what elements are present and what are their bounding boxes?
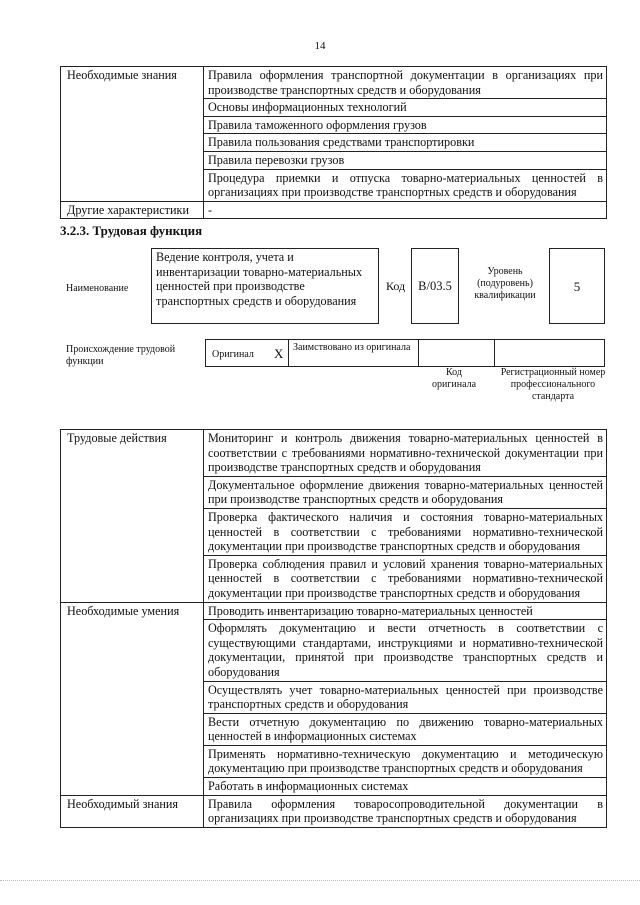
code-caption: Код оригинала — [431, 367, 477, 390]
borrowed-label: Заимствовано из оригинала — [293, 342, 411, 353]
divider — [418, 339, 419, 367]
knowledge-item: Правила перевозки грузов — [204, 151, 607, 169]
skill-item: Оформлять документацию и вести отчетность в соответствии с существующими стандартами, инструкциями и нормативно-технической документации, принятой при производстве транспортных средств и оборудования — [204, 620, 607, 681]
reg-caption: Регистрационный номер профессионального стандарта — [500, 367, 606, 402]
function-name: Ведение контроля, учета и инвентаризации товарно-материальных ценностей при производстве транспортных средств и оборудования — [156, 250, 363, 308]
code-label: Код — [386, 279, 406, 293]
other-characteristics-label: Другие характеристики — [61, 201, 204, 219]
divider — [288, 339, 289, 367]
other-characteristics-value: - — [204, 201, 607, 219]
action-item: Проверка фактического наличия и состояния товарно-материальных ценностей в соответствии с требованиями нормативно-технической документации при производстве транспортных средств и оборудования — [204, 508, 607, 555]
function-name-box — [151, 248, 379, 324]
action-item: Документальное оформление движения товарно-материальных ценностей при производстве транспортных средств и оборудования — [204, 476, 607, 508]
knowledge-item: Правила пользования средствами транспортировки — [204, 134, 607, 152]
original-mark: X — [274, 346, 284, 361]
skill-item: Осуществлять учет товарно-материальных ценностей при производстве транспортных средств и оборудования — [204, 681, 607, 713]
level-label: Уровень (подуровень) квалификации — [474, 266, 536, 301]
knowledge-label: Необходимый знания — [61, 795, 204, 827]
section-heading: 3.2.3. Трудовая функция — [60, 223, 203, 238]
page-number: 14 — [314, 40, 326, 52]
action-item: Проверка соблюдения правил и условий хранения товарно-материальных ценностей в соответствии с требованиями нормативно-технической документации при производстве транспортных средств и оборудования — [204, 555, 607, 602]
code-box — [411, 248, 459, 324]
origin-label: Происхождение трудовой функции — [66, 344, 176, 367]
code-value: B/03.5 — [418, 279, 452, 293]
scan-edge-line — [0, 880, 640, 881]
function-detail-table — [60, 429, 607, 828]
original-label: Оригинал — [212, 349, 254, 360]
knowledge-item: Процедура приемки и отпуска товарно-материальных ценностей в организациях при производстве транспортных средств и оборудования — [204, 169, 607, 201]
skill-item: Вести отчетную документацию по движению товарно-материальных ценностей в информационных системах — [204, 713, 607, 745]
level-value: 5 — [573, 279, 581, 294]
skills-label: Необходимые умения — [61, 602, 204, 795]
divider — [494, 339, 495, 367]
knowledge-item: Правила таможенного оформления грузов — [204, 116, 607, 134]
knowledge-item: Правила оформления товаросопроводительной документации в организациях при производстве транспортных средств и оборудования — [204, 795, 607, 827]
level-box — [549, 248, 605, 324]
origin-row — [205, 339, 605, 367]
knowledge-item: Правила оформления транспортной документации в организациях при производстве транспортных средств и оборудования — [204, 67, 607, 99]
knowledge-item: Основы информационных технологий — [204, 99, 607, 117]
skill-item: Применять нормативно-техническую документацию и методическую документацию при производстве транспортных средств и оборудования — [204, 745, 607, 777]
name-label: Наименование — [66, 283, 129, 294]
knowledge-table — [60, 66, 607, 219]
knowledge-label: Необходимые знания — [61, 67, 204, 202]
skill-item: Работать в информационных системах — [204, 778, 607, 796]
actions-label: Трудовые действия — [61, 430, 204, 603]
skill-item: Проводить инвентаризацию товарно-материальных ценностей — [204, 602, 607, 620]
action-item: Мониторинг и контроль движения товарно-материальных ценностей в соответствии с требованиями нормативно-технической документации при производстве транспортных средств и оборудования — [204, 430, 607, 477]
